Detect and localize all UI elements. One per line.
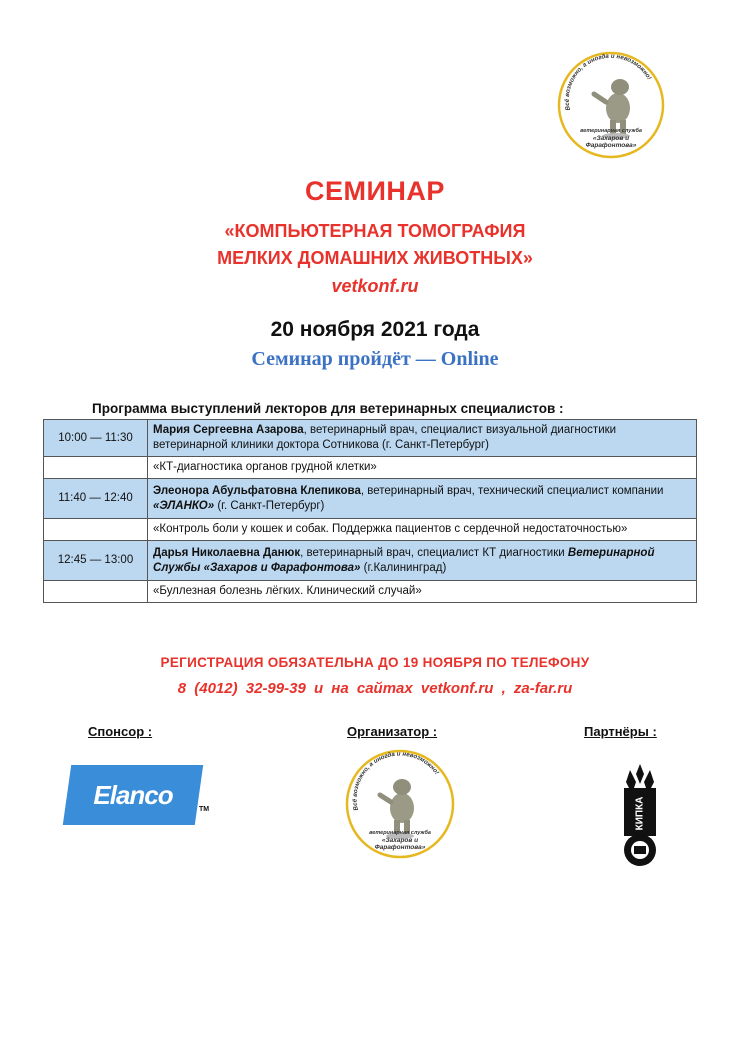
empty-cell <box>44 581 148 603</box>
speaker-org: «ЭЛАНКО» <box>153 499 215 512</box>
speaker-city: (г.Калининград) <box>360 561 447 574</box>
logo-caption-name: «Захаров и Фарафонтова» <box>585 135 637 149</box>
speaker-name: Дарья Николаевна Данюк <box>153 546 301 559</box>
empty-cell <box>44 519 148 541</box>
table-row <box>44 479 697 519</box>
speaker-desc: , ветеринарный врач, специалист визуальной диагностики ветеринарной клиники доктора Сотникова (г. Санкт-Петербург) <box>153 424 617 451</box>
organizer-label: Организатор : <box>347 724 438 739</box>
logo-arc-text: Всё возможно, а иногда и невозможно! <box>563 52 653 111</box>
table-row <box>44 519 697 541</box>
organizer-logo-top <box>556 50 666 160</box>
session-speaker-cell <box>148 420 697 457</box>
page-title: СЕМИНАР <box>305 176 445 206</box>
table-row <box>44 541 697 581</box>
elanco-logo: Elanco <box>93 780 173 810</box>
speaker-desc: , ветеринарный врач, специалист КТ диагностики <box>300 546 568 559</box>
logo-caption-small: ветеринарная служба <box>369 830 431 836</box>
online-notice: Семинар пройдёт — Online <box>251 348 499 370</box>
table-row <box>44 457 697 479</box>
table-row <box>44 420 697 457</box>
table-row <box>44 581 697 603</box>
speaker-name: Мария Сергеевна Азарова <box>153 424 304 436</box>
trademark-mark: TM <box>199 806 210 813</box>
subtitle-line-2: МЕЛКИХ ДОМАШНИХ ЖИВОТНЫХ» <box>217 248 533 268</box>
site-link: vetkonf.ru <box>331 276 419 296</box>
organizer-logo-bottom <box>344 748 456 860</box>
partners-label: Партнёры : <box>584 724 657 739</box>
logo-caption-small: ветеринарная служба <box>580 128 642 134</box>
logo-caption-name: «Захаров и Фарафонтова» <box>374 837 426 851</box>
sponsor-label: Спонсор : <box>88 724 153 739</box>
session-time: 10:00 — 11:30 <box>44 420 148 457</box>
seminar-date: 20 ноября 2021 года <box>270 318 480 341</box>
registration-contacts: 8 (4012) 32-99-39 и на сайтах vetkonf.ru , za-far.ru <box>177 680 573 697</box>
empty-cell <box>44 457 148 479</box>
speaker-org: Ветеринарной Службы «Захаров и Фарафонтова» <box>153 546 655 574</box>
session-topic: «Контроль боли у кошек и собак. Поддержка пациентов с сердечной недостаточностью» <box>148 519 697 541</box>
session-speaker-cell <box>148 541 697 581</box>
speaker-desc: , ветеринарный врач, технический специалист компании <box>360 484 664 497</box>
kipka-text: КИПКА <box>634 796 646 830</box>
speaker-city: (г. Санкт-Петербург) <box>214 499 325 512</box>
session-time: 11:40 — 12:40 <box>44 479 148 519</box>
program-table <box>43 419 697 603</box>
logo-arc-text: Всё возможно, а иногда и невозможно! <box>351 750 441 812</box>
session-time: 12:45 — 13:00 <box>44 541 148 581</box>
speaker-name: Элеонора Абульфатовна Клепикова <box>153 484 361 497</box>
subtitle-line-1: «КОМПЬЮТЕРНАЯ ТОМОГРАФИЯ <box>224 221 526 241</box>
seminar-subtitle <box>0 218 750 272</box>
program-heading: Программа выступлений лекторов для ветеринарных специалистов : <box>92 401 564 416</box>
registration-notice: РЕГИСТРАЦИЯ ОБЯЗАТЕЛЬНА ДО 19 НОЯБРЯ ПО ТЕЛЕФОНУ <box>160 655 590 670</box>
kipka-logo <box>610 760 670 870</box>
session-topic: «Буллезная болезнь лёгких. Клинический случай» <box>148 581 697 603</box>
session-topic: «КТ-диагностика органов грудной клетки» <box>148 457 697 479</box>
session-speaker-cell <box>148 479 697 519</box>
